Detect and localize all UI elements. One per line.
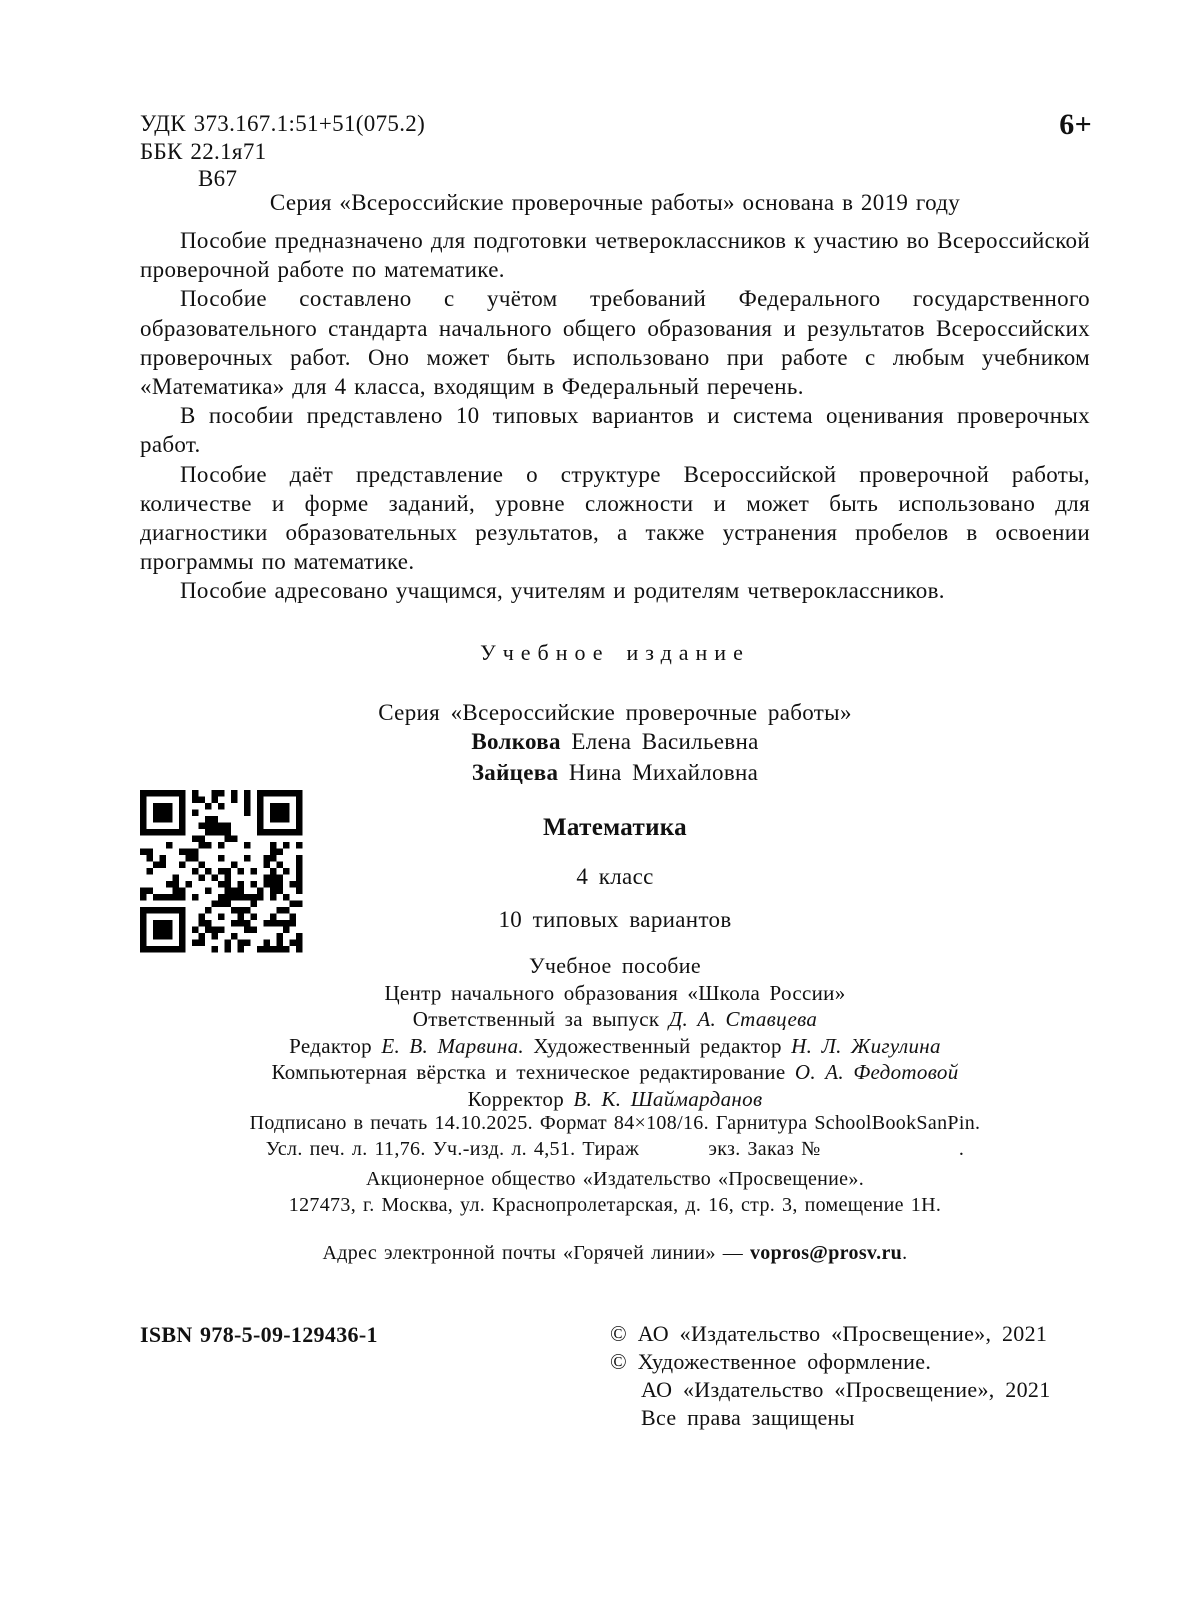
- author-name: Елена Васильевна: [571, 729, 759, 754]
- art-editor-label: Художественный редактор: [533, 1033, 782, 1058]
- layout-line: [140, 1059, 1090, 1085]
- annotation-paragraph: Пособие даёт представление о структуре Всероссийской проверочной работы, количестве и форме заданий, уровне сложности и может быть использовано для диагностики образовательных результатов, а также устранения пробелов в освоении программы по математике.: [140, 461, 1090, 575]
- print-info-line: Усл. печ. л. 11,76. Уч.-изд. л. 4,51. Тираж экз. Заказ № .: [265, 1138, 965, 1160]
- layout-name: О. А. Федотовой: [794, 1060, 959, 1085]
- annotation-paragraph: Пособие адресовано учащимся, учителям и родителям четвероклассников.: [180, 578, 945, 604]
- corrector-name: В. К. Шаймарданов: [573, 1086, 763, 1111]
- print-info-line: Подписано в печать 14.10.2025. Формат 84×108/16. Гарнитура SchoolBookSanPin.: [249, 1112, 981, 1134]
- author-surname: Зайцева: [471, 760, 559, 786]
- responsible-label: Ответственный за выпуск: [412, 1007, 660, 1032]
- hotline-email-line: [140, 1240, 1090, 1266]
- corrector-label: Корректор: [467, 1086, 565, 1111]
- print-info-block: [140, 1110, 1090, 1162]
- copyright-block: [610, 1320, 1051, 1433]
- annotation-block: [140, 226, 1090, 606]
- age-rating-badge: 6+: [1059, 108, 1092, 141]
- publisher-block: [140, 1166, 1090, 1266]
- book-variants: 10 типовых вариантов: [498, 907, 732, 933]
- art-editor-name: Н. Л. Жигулина: [791, 1033, 941, 1058]
- book-grade: 4 класс: [576, 864, 654, 890]
- editor-line: [140, 1033, 1090, 1059]
- edition-type: Учебное пособие: [528, 953, 701, 979]
- publisher-address: 127473, г. Москва, ул. Краснопролетарская, д. 16, стр. 3, помещение 1Н.: [288, 1194, 942, 1216]
- hotline-email: vopros@prosv.ru: [749, 1242, 903, 1264]
- credits-block: [140, 980, 1090, 1112]
- publisher-name: Акционерное общество «Издательство «Просвещение».: [365, 1168, 865, 1190]
- author-name: Нина Михайловна: [568, 760, 759, 786]
- isbn: ISBN 978-5-09-129436-1: [140, 1322, 378, 1347]
- responsible-name: Д. А. Ставцева: [668, 1007, 818, 1032]
- copyright-line: © АО «Издательство «Просвещение», 2021: [610, 1321, 1048, 1346]
- copyright-line: Все права защищены: [641, 1405, 855, 1431]
- annotation-paragraph: Пособие предназначено для подготовки четвероклассников к участию во Всероссийской проверочной работе по математике.: [140, 228, 1090, 283]
- editor-label: Редактор: [289, 1033, 372, 1058]
- responsible-line: [140, 1006, 1090, 1032]
- udk-line: УДК 373.167.1:51+51(075.2): [140, 111, 426, 136]
- series-origin-note: Серия «Всероссийские проверочные работы» основана в 2019 году: [269, 190, 961, 215]
- edition-series: Серия «Всероссийские проверочные работы»: [378, 700, 852, 725]
- author-line: [140, 726, 1090, 757]
- annotation-paragraph: В пособии представлено 10 типовых вариантов и система оценивания проверочных работ.: [140, 403, 1090, 458]
- copyright-line: © Художественное оформление.: [610, 1349, 932, 1375]
- annotation-paragraph: Пособие составлено с учётом требований Федерального государственного образовательного стандарта начального общего образования и результатов Всероссийских проверочных работ. Оно может быть использовано при работе с любым учебником «Математика» для 4 класса, входящим в Федеральный перечень.: [140, 286, 1090, 400]
- author-line: [140, 757, 1090, 788]
- edition-kind: Учебное издание: [480, 640, 750, 665]
- hotline-email-label: Адрес электронной почты «Горячей линии» —: [322, 1242, 750, 1264]
- editor-name: Е. В. Марвина.: [381, 1033, 525, 1058]
- book-title: Математика: [543, 814, 687, 842]
- education-center-line: Центр начального образования «Школа России»: [384, 981, 846, 1005]
- bbk-line: ББК 22.1я71: [140, 138, 267, 164]
- layout-label: Компьютерная вёрстка и техническое редактирование: [271, 1060, 786, 1085]
- bibliographic-meta: [140, 110, 425, 193]
- author-sign-line: В67: [198, 166, 238, 192]
- author-surname: Волкова: [471, 729, 561, 754]
- qr-code: [140, 790, 303, 953]
- copyright-line: АО «Издательство «Просвещение», 2021: [641, 1377, 1051, 1403]
- hotline-email-period: .: [902, 1242, 908, 1264]
- corrector-line: [140, 1086, 1090, 1112]
